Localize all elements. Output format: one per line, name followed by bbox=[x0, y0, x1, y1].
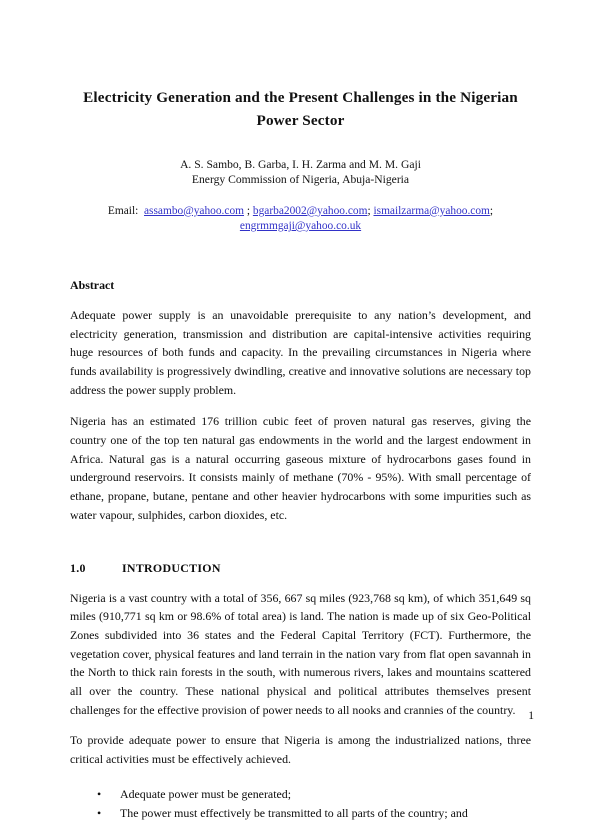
introduction-paragraph-1: Nigeria is a vast country with a total of 356, 667 sq miles (923,768 sq km), of which 351,649 sq miles (910,771 sq km or 98.6% of total area) is land. The nation is made up of six Geo-Political Zones subdivided into 36 states and the Federal Capital Territory (FCT). Furthermore, the vegetation cover, physical features and land terrain in the nation vary from flat open savannah in the North to thick rain forests in the south, with numerous rivers, lakes and mountains scattered all over the country. These national physical and political attributes themselves present challenges for the effective provision of power needs to all nooks and crannies of the country. bbox=[70, 590, 531, 717]
author-list: A. S. Sambo, B. Garba, I. H. Zarma and M. M. Gaji bbox=[180, 158, 421, 172]
list-item bbox=[70, 804, 531, 823]
page-content-column bbox=[70, 0, 531, 823]
bullet-icon: • bbox=[97, 805, 102, 820]
critical-activities-list bbox=[70, 785, 531, 823]
list-item-label: The power must effectively be transmitted to all parts of the country; and bbox=[120, 805, 468, 820]
email-link-assambo[interactable]: assambo@yahoo.com bbox=[144, 204, 245, 217]
abstract-heading: Abstract bbox=[70, 277, 115, 292]
introduction-heading bbox=[70, 561, 531, 576]
email-link-engrmmgaji[interactable]: engrmmgaji@yahoo.co.uk bbox=[239, 219, 362, 232]
email-block bbox=[70, 204, 531, 234]
abstract-paragraph-2: Nigeria has an estimated 176 trillion cubic feet of proven natural gas reserves, giving the country one of the top ten natural gas endowments in the world and the largest endowment in Africa. Natural gas is a natural occurring gaseous mixture of hydrocarbons gases found in underground reservoirs. It consists mainly of methane (70% - 95%). With small percentage of ethane, propane, butane, pentane and other heavier hydrocarbons with some impurities such as water vapour, sulphides, carbon dioxides, etc. bbox=[70, 414, 531, 522]
email-link-ismailzarma[interactable]: ismailzarma@yahoo.com bbox=[373, 204, 490, 217]
email-separator-2: ; bbox=[367, 204, 374, 217]
introduction-paragraph-2: To provide adequate power to ensure that Nigeria is among the industrialized nations, three critical activities must be effectively achieved. bbox=[70, 733, 531, 766]
list-item-label: Adequate power must be generated; bbox=[120, 786, 292, 801]
affiliation-line: Energy Commission of Nigeria, Abuja-Nigeria bbox=[191, 173, 410, 187]
list-item bbox=[70, 785, 531, 804]
bullet-icon: • bbox=[97, 786, 102, 801]
abstract-paragraph-1: Adequate power supply is an unavoidable prerequisite to any nation’s development, and electricity generation, transmission and distribution are capital-intensive activities requiring huge resources of both funds and capacity. In the prevailing circumstances in Nigeria where funds availability is progressively dwindling, creative and innovative solutions are necessary top address the power supply problem. bbox=[70, 307, 531, 397]
email-label: Email: bbox=[107, 204, 139, 217]
introduction-section-number: 1.0 bbox=[70, 560, 86, 575]
paper-title: Electricity Generation and the Present Challenges in the Nigerian Power Sector bbox=[83, 89, 518, 130]
introduction-heading-text: INTRODUCTION bbox=[122, 560, 221, 575]
page-number: 1 bbox=[528, 710, 534, 722]
email-separator-3: ; bbox=[489, 204, 494, 217]
email-link-bgarba2002[interactable]: bgarba2002@yahoo.com bbox=[252, 204, 368, 217]
email-separator-1: ; bbox=[244, 204, 253, 217]
